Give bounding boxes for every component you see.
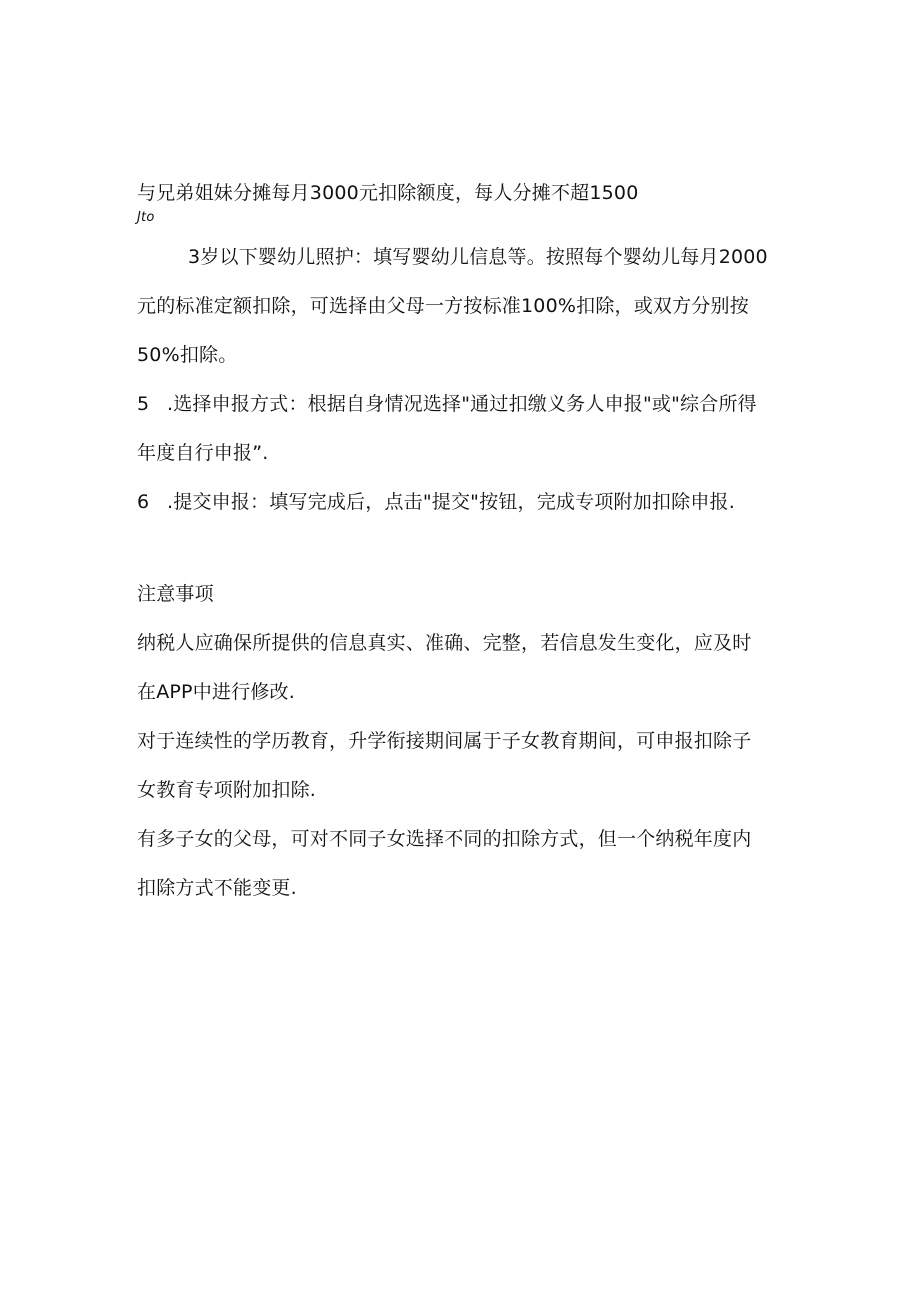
note-2-line-2: 女教育专项附加扣除.: [137, 779, 317, 801]
note-3-line-1: 有多子女的父母，可对不同子女选择不同的扣除方式，但一个纳税年度内: [137, 828, 752, 850]
note-1-line-2: 在APP中进行修改.: [137, 681, 295, 703]
notes-heading: 注意事项: [137, 583, 214, 605]
continuation-line-1: 与兄弟姐妹分摊每月3000元扣除额度，每人分摊不超1500: [137, 182, 639, 204]
step-6-number: 6: [137, 491, 150, 513]
step-5-line-1: [137, 392, 757, 416]
note-1-line-1: 纳税人应确保所提供的信息真实、准确、完整，若信息发生变化，应及时: [137, 632, 752, 654]
step-5-line-2: 年度自行申报”.: [137, 442, 269, 464]
infant-care-line-1: 3岁以下婴幼儿照护：填写婴幼儿信息等。按照每个婴幼儿每月2000: [188, 246, 768, 268]
step-5-text: .选择申报方式：根据自身情况选择"通过扣缴义务人申报"或"综合所得: [167, 393, 757, 415]
continuation-line-2: Jto: [137, 210, 155, 225]
note-2-line-1: 对于连续性的学历教育，升学衔接期间属于子女教育期间，可申报扣除子: [137, 730, 752, 752]
infant-care-line-3: 50%扣除。: [137, 344, 238, 366]
infant-care-line-2: 元的标准定额扣除，可选择由父母一方按标准100%扣除，或双方分别按: [137, 295, 749, 317]
step-5-number: 5: [137, 393, 150, 415]
step-6-line-1: [137, 490, 735, 514]
step-6-text: .提交申报：填写完成后，点击"提交"按钮，完成专项附加扣除申报.: [167, 491, 735, 513]
note-3-line-2: 扣除方式不能变更.: [137, 877, 297, 899]
